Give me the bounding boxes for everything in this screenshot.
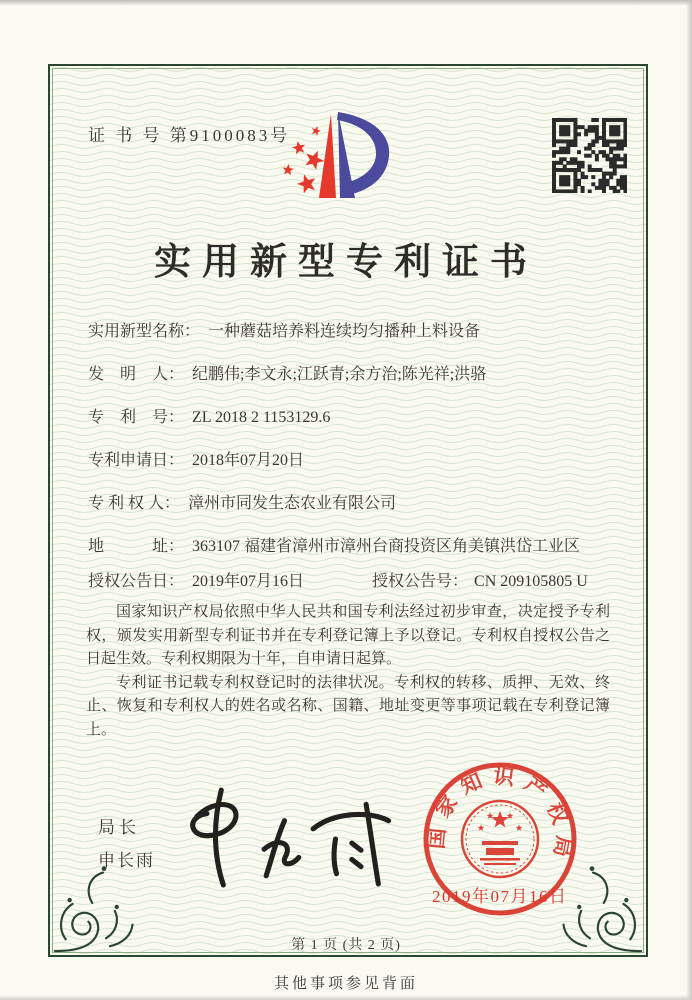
- back-side-note: 其他事项参见背面: [273, 976, 418, 992]
- field-utility-model-name: [88, 318, 620, 341]
- field-value: ZL 2018 2 1153129.6: [192, 409, 331, 426]
- scan-edge-shadow-top: [0, 0, 692, 6]
- handwritten-signature: [162, 786, 407, 888]
- seal-date: 2019年07月16日: [432, 887, 568, 906]
- field-value: 漳州市同发生态农业有限公司: [188, 495, 397, 512]
- cnipa-logo-icon: [263, 98, 427, 220]
- scan-edge-shadow-right: [686, 0, 692, 1000]
- national-emblem-icon: [462, 801, 538, 877]
- field-label: 地 址：: [88, 538, 185, 555]
- certificate-title: 实用新型专利证书: [154, 242, 538, 283]
- field-label: 专 利 号：: [88, 409, 185, 426]
- legal-body-text: [86, 601, 610, 742]
- field-grant-date: [88, 568, 620, 591]
- commissioner-title: 局长: [98, 818, 140, 837]
- seal-arc-text: 国家知识产权局: [423, 763, 577, 868]
- field-patentee: [88, 490, 620, 513]
- field-label: 授权公告日：: [88, 573, 185, 590]
- field-value: 2019年07月16日: [192, 573, 305, 590]
- field-value: 纪鹏伟;李文永;江跃青;余方治;陈光祥;洪骆: [192, 366, 487, 383]
- field-inventors: [88, 361, 620, 384]
- field-label: 发 明 人：: [88, 366, 185, 383]
- field-label: 实用新型名称：: [88, 323, 201, 340]
- page-indicator: 第 1 页 (共 2 页): [291, 938, 401, 953]
- qr-code: [552, 118, 627, 193]
- legal-paragraph-1: 国家知识产权局依照中华人民共和国专利法经过初步审查，决定授予专利权，颁发实用新型专利证书并在专利登记簿上予以登记。专利权自授权公告之日起生效。专利权期限为十年，自申请日起算。: [86, 604, 610, 667]
- field-value: 363107 福建省漳州市漳州台商投资区角美镇洪岱工业区: [192, 538, 581, 555]
- certificate-number: 证 书 号 第9100083号: [88, 126, 291, 145]
- field-patent-number: [88, 404, 620, 427]
- commissioner-name: 申长雨: [98, 851, 155, 870]
- field-filing-date: [88, 447, 620, 470]
- field-value: CN 209105805 U: [474, 573, 588, 590]
- legal-paragraph-2: 专利证书记载专利权登记时的法律状况。专利权的转移、质押、无效、终止、恢复和专利权人的姓名或名称、国籍、地址变更等事项记载在专利登记簿上。: [86, 674, 610, 738]
- field-label: 专 利 权 人：: [88, 495, 181, 512]
- scan-edge-shadow-bottom: [0, 995, 692, 1000]
- field-label: 专利申请日：: [88, 452, 185, 469]
- field-value: 2018年07月20日: [192, 452, 305, 469]
- field-grant-number: [372, 568, 588, 591]
- field-address: [88, 533, 620, 556]
- field-label: 授权公告号：: [372, 573, 469, 590]
- field-value: 一种蘑菇培养料连续均匀播种上料设备: [208, 323, 481, 340]
